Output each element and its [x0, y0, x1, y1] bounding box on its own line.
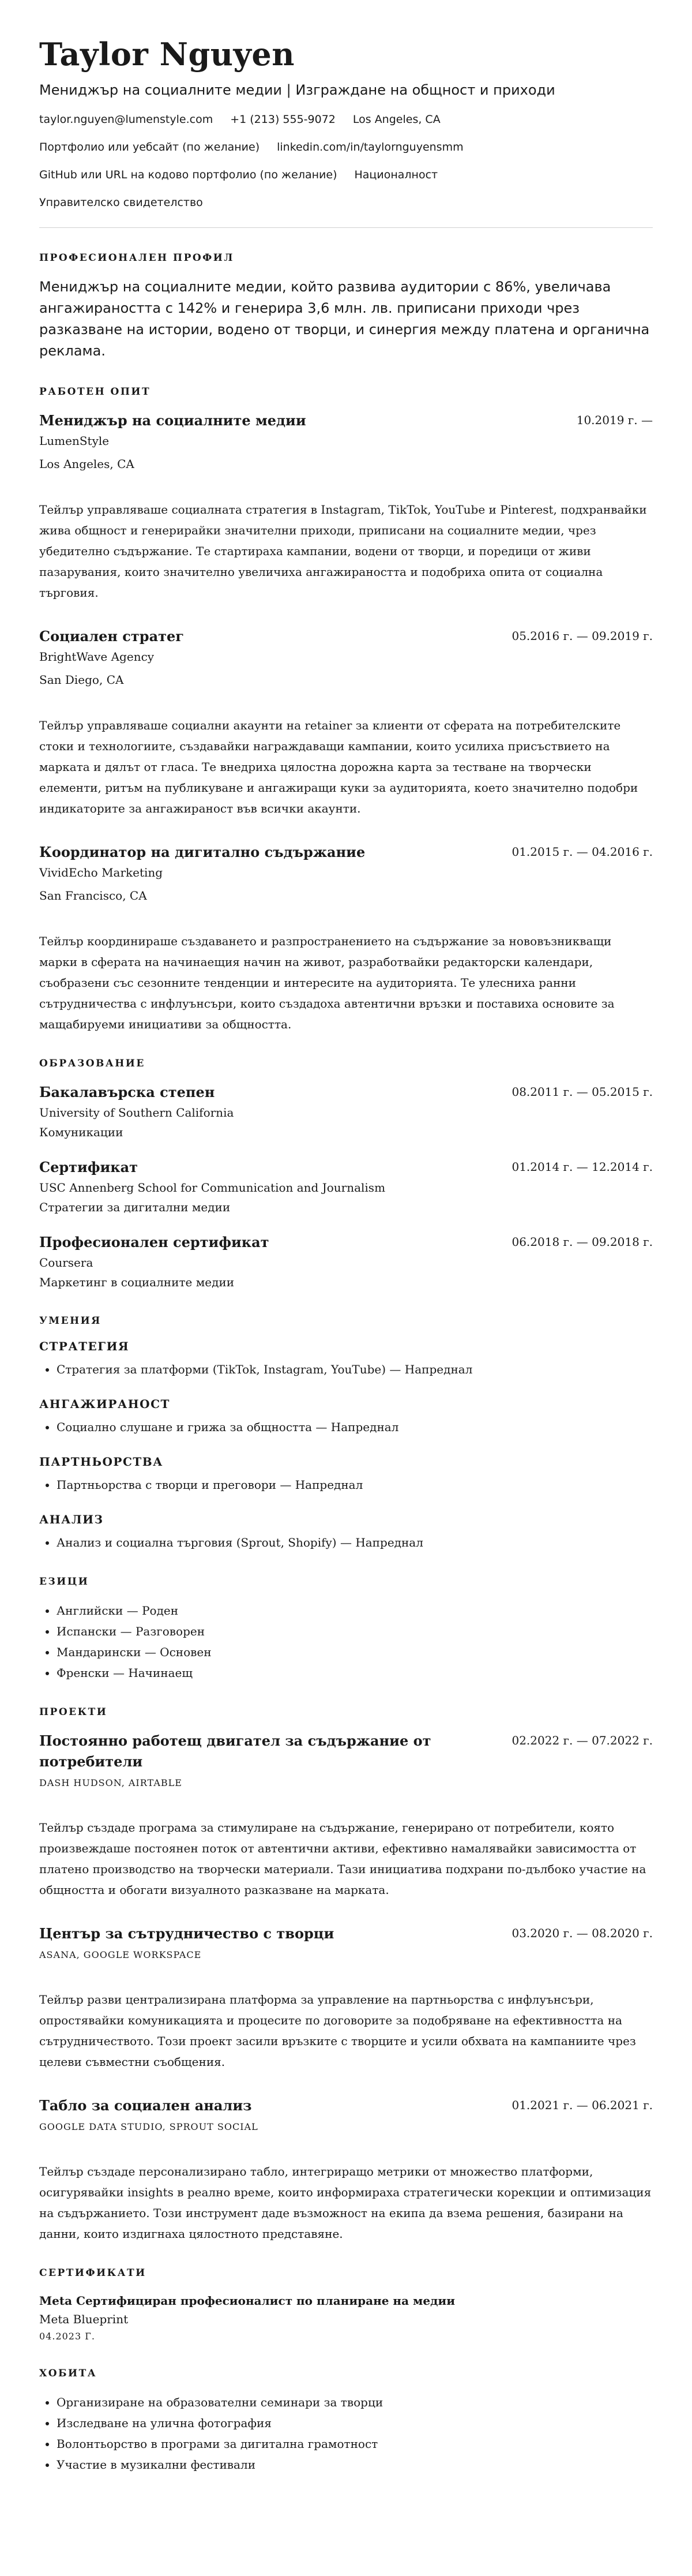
job-description: Тейлър управляваше социални акаунти на retainer за клиенти от сферата на потребителските стоки и технологиите, създавайки награждаващи кампании, които усилиха присъствието на марката и дялът от гласа. Те внедриха цялостна дорожна карта за тестване на творчески елементи, ритъм на публикуване и ангажиращи куки за аудиторията, което значително подобри индикаторите за ангажираност във всички акаунти.: [39, 718, 638, 815]
certificate-issuer: Meta Blueprint: [39, 2312, 129, 2326]
project-entry: [39, 2095, 653, 2244]
section-title: ОБРАЗОВАНИЕ: [39, 1058, 145, 1069]
education-dates: 08.2011 г. — 05.2015 г.: [512, 1085, 653, 1099]
section-title: СЕРТИФИКАТИ: [39, 2267, 146, 2279]
language-item: • Френски — Начинаещ: [57, 1663, 653, 1683]
certificate-entry: [39, 2292, 653, 2345]
hobby-item: • Организиране на образователни семинари за творци: [57, 2392, 653, 2413]
skill-category: ПАРТНЬОРСТВА: [39, 1455, 163, 1469]
job-dates: 01.2015 г. — 04.2016 г.: [512, 845, 653, 859]
degree-title: Професионален сертификат: [39, 1234, 269, 1250]
language-item: • Испански — Разговорен: [57, 1621, 653, 1642]
contact-block: [39, 112, 653, 210]
field-of-study: Стратегии за дигитални медии: [39, 1200, 231, 1214]
phone-number[interactable]: +1 (213) 555-9072: [230, 113, 336, 126]
experience-entry: [39, 626, 653, 819]
section-title: ХОБИТА: [39, 2368, 97, 2379]
skill-item: • Партньорства с творци и преговори — Напреднал: [57, 1474, 653, 1495]
job-dates: 05.2016 г. — 09.2019 г.: [512, 629, 653, 643]
entry-header: [39, 842, 653, 863]
entry-header: [39, 1232, 653, 1253]
section-title: ПРОЕКТИ: [39, 1706, 108, 1718]
project-tools: GOOGLE DATA STUDIO, SPROUT SOCIAL: [39, 2121, 258, 2132]
education-entry: [39, 1082, 653, 1142]
contact-row-4: [39, 195, 653, 210]
project-description: Тейлър разви централизирана платформа за управление на партньорства с инфлуънсъри, опростявайки комуникацията и процесите по договорите за подобряване на ефективността на сътрудничеството. Този проект засили връзките с творците и усили обхвата на кампаниите чрез целеви съвместни съобщения.: [39, 1993, 636, 2069]
skill-list: [39, 1532, 653, 1553]
contact-row-3: [39, 167, 653, 182]
certificate-date: 04.2023 Г.: [39, 2331, 95, 2342]
experience-section: [39, 386, 653, 1035]
education-dates: 01.2014 г. — 12.2014 г.: [512, 1160, 653, 1174]
company-name: BrightWave Agency: [39, 650, 155, 664]
project-tools: ASANA, GOOGLE WORKSPACE: [39, 1949, 202, 1960]
linkedin-link[interactable]: linkedin.com/in/taylornguyensmm: [277, 141, 464, 153]
hobby-item: • Участие в музикални фестивали: [57, 2454, 653, 2475]
skill-category: АНГАЖИРАНОСТ: [39, 1397, 170, 1411]
language-item: • Мандарински — Основен: [57, 1642, 653, 1663]
hobbies-section: [39, 2368, 653, 2475]
skill-list: [39, 1359, 653, 1380]
section-title: ПРОФЕСИОНАЛЕН ПРОФИЛ: [39, 252, 234, 264]
school-name: University of Southern California: [39, 1106, 234, 1119]
job-description: Тейлър координираше създаването и разпространението на съдържание за нововъзникващи марки в сферата на начинаещия начин на живот, разработвайки редакторски календари, съобразени със сезонните тенденции и интересите на аудиторията. Те улесниха ранни сътрудничества с инфлуънсъри, които създадоха автентични връзки и поставиха основите за мащабируеми инициативи за общността.: [39, 934, 615, 1031]
project-title: Център за сътрудничество с творци: [39, 1925, 334, 1942]
language-list: [39, 1600, 653, 1683]
skill-category: АНАЛИЗ: [39, 1512, 104, 1526]
job-title: Мениджър на социалните медии: [39, 412, 306, 429]
job-location: Los Angeles, CA: [39, 457, 134, 471]
headline: Мениджър на социалните медии | Изграждане на общност и приходи: [39, 82, 555, 98]
driving-license: Управителско свидетелство: [39, 196, 203, 209]
certificates-section: [39, 2267, 653, 2345]
entry-header: [39, 626, 653, 647]
entry-header: [39, 1731, 653, 1772]
job-description: Тейлър управляваше социалната стратегия в Instagram, TikTok, YouTube и Pinterest, подхранвайки жива общност и генерирайки значителни приходи, приписани на социалните медии, чрез убедително съдържание. Те стартираха кампании, водени от творци, и поредици от живи пазарувания, които значително увеличиха ангажираността и подобриха опита от социална търговия.: [39, 503, 647, 600]
nationality: Националност: [354, 169, 438, 181]
experience-entry: [39, 410, 653, 603]
location: Los Angeles, CA: [352, 113, 441, 126]
job-location: San Francisco, CA: [39, 889, 147, 903]
job-title: Социален стратег: [39, 628, 184, 645]
job-location: San Diego, CA: [39, 673, 124, 687]
entry-header: [39, 1157, 653, 1178]
company-name: LumenStyle: [39, 434, 110, 448]
education-section: [39, 1058, 653, 1292]
project-dates: 01.2021 г. — 06.2021 г.: [512, 2098, 653, 2112]
header-divider: [39, 227, 653, 228]
project-dates: 03.2020 г. — 08.2020 г.: [512, 1926, 653, 1940]
skill-list: [39, 1417, 653, 1437]
hobby-item: • Изследване на улична фотография: [57, 2413, 653, 2433]
skill-item: • Социално слушане и грижа за общността — Напреднал: [57, 1417, 653, 1437]
contact-row-1: [39, 112, 653, 127]
company-name: VividEcho Marketing: [39, 866, 163, 879]
school-name: Coursera: [39, 1256, 93, 1270]
languages-section: [39, 1576, 653, 1683]
job-dates: 10.2019 г. —: [576, 413, 653, 427]
certificate-title: Meta Сертифициран професионалист по планиране на медии: [39, 2294, 456, 2308]
project-title: Постоянно работещ двигател за съдържание от потребители: [39, 1732, 431, 1770]
education-entry: [39, 1157, 653, 1217]
project-description: Тейлър създаде персонализирано табло, интегриращо метрики от множество платформи, осигурявайки insights в реално време, които информираха стратегически корекции и оптимизация на съдържанието. Този инструмент даде възможност на екипа да взема решения, базирани на данни, които издигнаха цялостното представяне.: [39, 2165, 652, 2241]
job-title: Координатор на дигитално съдържание: [39, 844, 366, 860]
hobby-list: [39, 2392, 653, 2475]
project-title: Табло за социален анализ: [39, 2097, 252, 2114]
portfolio-link[interactable]: Портфолио или уебсайт (по желание): [39, 141, 260, 153]
section-title: ЕЗИЦИ: [39, 1576, 89, 1587]
project-tools: DASH HUDSON, AIRTABLE: [39, 1777, 182, 1788]
profile-section: [39, 252, 653, 362]
school-name: USC Annenberg School for Communication and Journalism: [39, 1181, 386, 1195]
projects-section: [39, 1706, 653, 2244]
email-link[interactable]: taylor.nguyen@lumenstyle.com: [39, 113, 213, 126]
entry-header: [39, 1923, 653, 1944]
field-of-study: Маркетинг в социалните медии: [39, 1275, 235, 1289]
hobby-item: • Волонтьорство в програми за дигитална грамотност: [57, 2433, 653, 2454]
skill-item: • Стратегия за платформи (TikTok, Instagram, YouTube) — Напреднал: [57, 1359, 653, 1380]
skills-section: [39, 1315, 653, 1553]
education-entry: [39, 1232, 653, 1292]
section-title: УМЕНИЯ: [39, 1315, 101, 1327]
entry-header: [39, 2095, 653, 2116]
project-entry: [39, 1731, 653, 1900]
education-dates: 06.2018 г. — 09.2018 г.: [512, 1235, 653, 1249]
degree-title: Бакалавърска степен: [39, 1084, 215, 1100]
section-title: РАБОТЕН ОПИТ: [39, 386, 151, 398]
profile-summary: Мениджър на социалните медии, който развива аудитории с 86%, увеличава ангажираността с 142% и генерира 3,6 млн. лв. приписани приходи чрез разказване на истории, водено от творци, и синергия между платена и органична реклама.: [39, 279, 650, 359]
experience-entry: [39, 842, 653, 1035]
field-of-study: Комуникации: [39, 1125, 123, 1139]
project-dates: 02.2022 г. — 07.2022 г.: [512, 1733, 653, 1747]
entry-header: [39, 1082, 653, 1103]
skill-item: • Анализ и социална търговия (Sprout, Shopify) — Напреднал: [57, 1532, 653, 1553]
entry-header: [39, 410, 653, 431]
language-item: • Английски — Роден: [57, 1600, 653, 1621]
skill-list: [39, 1474, 653, 1495]
degree-title: Сертификат: [39, 1159, 138, 1175]
project-description: Тейлър създаде програма за стимулиране на съдържание, генерирано от потребители, която произвеждаше постоянен поток от автентични активи, ефективно намалявайки зависимостта от платено производство на творчески материали. Тази инициатива подхрани по-дълбоко участие на общността и обогати визуалното разказване на марката.: [39, 1821, 646, 1897]
contact-row-2: [39, 140, 653, 155]
skill-category: СТРАТЕГИЯ: [39, 1339, 130, 1353]
github-link[interactable]: GitHub или URL на кодово портфолио (по желание): [39, 169, 337, 181]
project-entry: [39, 1923, 653, 2072]
candidate-name: Taylor Nguyen: [39, 36, 295, 73]
